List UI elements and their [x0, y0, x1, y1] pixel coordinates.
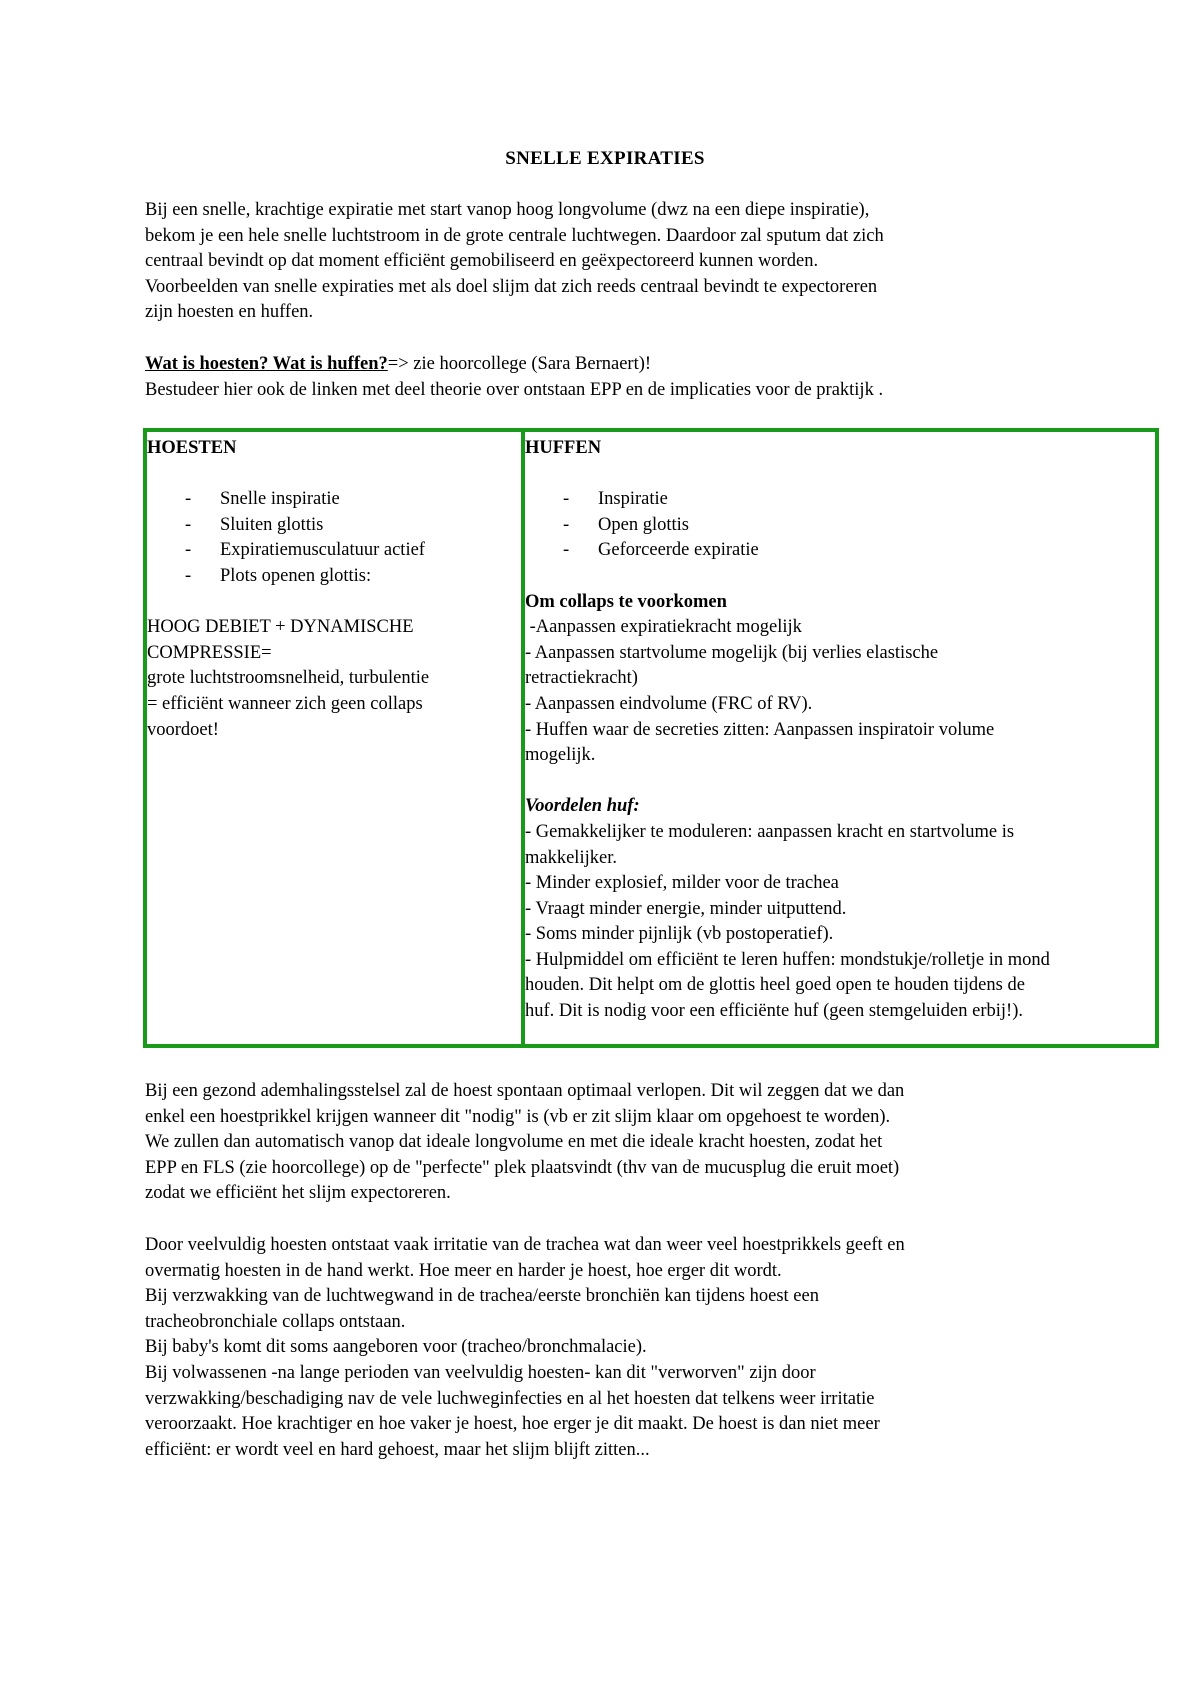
question-rest: => zie hoorcollege (Sara Bernaert)!	[387, 354, 652, 374]
text-line: bekom je een hele snelle luchtstroom in de grote centrale luchtwegen. Daardoor zal sputum dat zich	[145, 225, 884, 246]
question-paragraph	[145, 352, 1105, 403]
column-heading: HOESTEN	[147, 438, 237, 458]
page-title: SNELLE EXPIRATIES	[505, 148, 705, 169]
text-line: voordoet!	[147, 719, 219, 740]
text-line: enkel een hoestprikkel krijgen wanneer dit "nodig" is (vb er zit slijm klaar om opgehoest te worden).	[145, 1106, 891, 1127]
text-line: Bij volwassenen -na lange perioden van veelvuldig hoesten- kan dit "verworven" zijn door	[145, 1362, 816, 1383]
text-line: houden. Dit helpt om de glottis heel goed open te houden tijdens de	[525, 975, 1025, 996]
text-line: - Vraagt minder energie, minder uitputtend.	[525, 898, 847, 919]
study-note: Bestudeer hier ook de linken met deel theorie over ontstaan EPP en de implicaties voor de praktijk .	[145, 379, 884, 400]
text-line: Bij een gezond ademhalingsstelsel zal de hoest spontaan optimaal verlopen. Dit wil zeggen dat we dan	[145, 1081, 905, 1101]
text-line: COMPRESSIE=	[147, 642, 272, 663]
dash-list	[147, 487, 521, 589]
text-line: - Hulpmiddel om efficiënt te leren huffen: mondstukje/rolletje in mond	[525, 949, 1050, 970]
list-item: - Geforceerde expiratie	[525, 538, 1155, 564]
question-lead: Wat is hoesten? Wat is huffen?	[145, 354, 388, 374]
text-line: veroorzaakt. Hoe krachtiger en hoe vaker je hoest, hoe erger je dit maakt. De hoest is dan niet meer	[145, 1414, 880, 1435]
table-column-huffen	[525, 432, 1155, 1044]
column-heading: HUFFEN	[525, 438, 602, 458]
text-line: overmatig hoesten in de hand werkt. Hoe meer en harder je hoest, hoe erger dit wordt.	[145, 1260, 782, 1281]
text-line: -Aanpassen expiratiekracht mogelijk	[525, 617, 802, 638]
text-line: Voorbeelden van snelle expiraties met als doel slijm dat zich reeds centraal bevindt te expectoreren	[145, 276, 878, 297]
text-line: - Aanpassen eindvolume (FRC of RV).	[525, 693, 813, 714]
list-item: - Snelle inspiratie	[147, 487, 521, 513]
text-line: Bij baby's komt dit soms aangeboren voor (tracheo/bronchmalacie).	[145, 1337, 647, 1358]
text-line: - Soms minder pijnlijk (vb postoperatief).	[525, 924, 834, 945]
text-line: - Gemakkelijker te moduleren: aanpassen kracht en startvolume is	[525, 821, 1015, 842]
irritation-paragraph	[145, 1233, 1105, 1463]
list-item: - Plots openen glottis:	[147, 564, 521, 590]
dash-list	[525, 487, 1155, 564]
table-column-hoesten	[147, 432, 525, 1044]
text-line: mogelijk.	[525, 745, 596, 766]
list-item: - Sluiten glottis	[147, 513, 521, 539]
text-line: tracheobronchiale collaps ontstaan.	[145, 1311, 406, 1332]
text-line: efficiënt: er wordt veel en hard gehoest, maar het slijm blijft zitten...	[145, 1439, 650, 1460]
list-item: - Inspiratie	[525, 487, 1155, 513]
text-line: EPP en FLS (zie hoorcollege) op de "perfecte" plek plaatsvindt (thv van de mucusplug die eruit moet)	[145, 1157, 900, 1178]
section-heading: Om collaps te voorkomen	[525, 591, 727, 612]
text-line: - Huffen waar de secreties zitten: Aanpassen inspiratoir volume	[525, 719, 995, 740]
healthy-cough-paragraph	[145, 1079, 1105, 1207]
text-line: huf. Dit is nodig voor een efficiënte huf (geen stemgeluiden erbij!).	[525, 1001, 1023, 1022]
text-line: Bij een snelle, krachtige expiratie met start vanop hoog longvolume (dwz na een diepe inspiratie),	[145, 200, 870, 220]
text-line: - Aanpassen startvolume mogelijk (bij verlies elastische	[525, 642, 939, 663]
text-line: grote luchtstroomsnelheid, turbulentie	[147, 668, 430, 689]
text-line: - Minder explosief, milder voor de trachea	[525, 873, 839, 894]
text-line: HOOG DEBIET + DYNAMISCHE	[147, 617, 414, 638]
list-item: - Expiratiemusculatuur actief	[147, 538, 521, 564]
list-item: - Open glottis	[525, 513, 1155, 539]
text-line: makkelijker.	[525, 847, 617, 868]
intro-paragraph	[145, 198, 1105, 326]
text-line: centraal bevindt op dat moment efficiënt gemobiliseerd en geëxpectoreerd kunnen worden.	[145, 251, 819, 272]
comparison-table	[143, 428, 1159, 1048]
text-line: zodat we efficiënt het slijm expectoreren.	[145, 1183, 451, 1204]
text-line: verzwakking/beschadiging nav de vele luchweginfecties en al het hoesten dat telkens weer irritatie	[145, 1388, 875, 1409]
spacer	[525, 769, 1155, 795]
text-line: = efficiënt wanneer zich geen collaps	[147, 693, 423, 714]
text-line: Bij verzwakking van de luchtwegwand in de trachea/eerste bronchiën kan tijdens hoest een	[145, 1286, 819, 1307]
text-line: Door veelvuldig hoesten ontstaat vaak irritatie van de trachea wat dan weer veel hoestprikkels geeft en	[145, 1235, 905, 1255]
question-line	[145, 352, 1105, 378]
text-line: retractiekracht)	[525, 668, 638, 689]
section-heading: Voordelen huf:	[525, 796, 640, 817]
text-line: zijn hoesten en huffen.	[145, 302, 314, 323]
text-line: We zullen dan automatisch vanop dat ideale longvolume en met die ideale kracht hoesten, zodat het	[145, 1132, 883, 1153]
